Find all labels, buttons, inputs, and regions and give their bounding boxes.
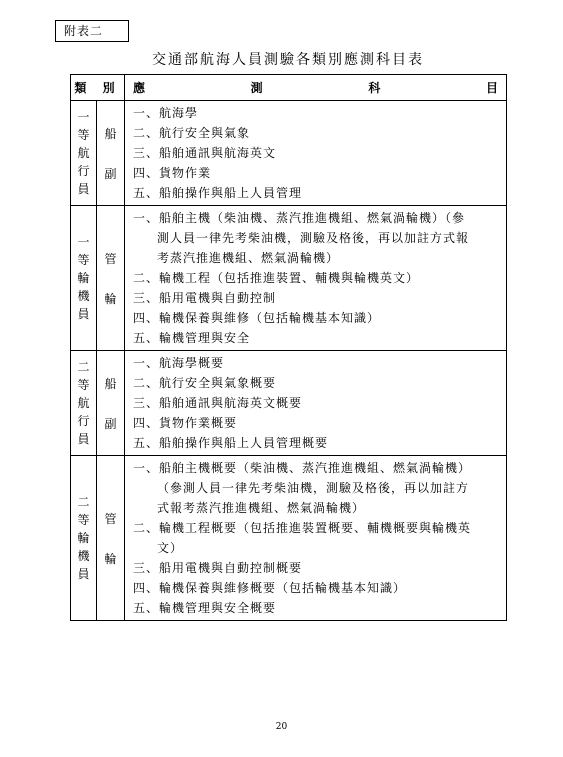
category-char: 等 — [77, 378, 90, 392]
category-char: 行 — [77, 164, 90, 178]
department-char: 船 — [104, 376, 117, 391]
subject-line-continued: 文） — [157, 541, 184, 555]
header-subjects-char: 應 — [133, 81, 146, 95]
category-char: 機 — [77, 289, 90, 303]
subject-item: 五、船舶操作與船上人員管理概要 — [133, 436, 329, 450]
subject-item — [133, 518, 500, 558]
category-char: 等 — [77, 513, 90, 527]
subject-line: 一、船舶主機（柴油機、蒸汽推進機組、燃氣渦輪機）（參 — [133, 211, 466, 225]
subject-item — [133, 458, 500, 518]
category-char: 輪 — [77, 531, 90, 545]
page-title: 交通部航海人員測驗各類別應測科目表 — [152, 52, 424, 68]
category-char: 行 — [77, 414, 90, 428]
subject-item: 五、輪機管理與安全概要 — [133, 601, 277, 615]
subject-item: 三、船舶通訊與航海英文 — [133, 146, 277, 160]
category-char: 二 — [77, 495, 90, 509]
table-row — [71, 351, 507, 456]
category-cell — [71, 456, 97, 621]
subject-item: 三、船用電機與自動控制 — [133, 291, 277, 305]
header-category-char: 類 — [74, 81, 93, 95]
category-char: 等 — [77, 253, 90, 267]
department-cell — [97, 456, 125, 621]
header-subjects — [125, 75, 507, 101]
header-subjects-char: 目 — [485, 81, 498, 95]
subject-item: 一、航海學概要 — [133, 356, 225, 370]
subject-item: 五、輪機管理與安全 — [133, 331, 251, 345]
header-subjects-char: 測 — [250, 81, 263, 95]
category-char: 輪 — [77, 271, 90, 285]
category-char: 等 — [77, 128, 90, 142]
subjects-cell — [125, 206, 507, 351]
table-row — [71, 101, 507, 206]
department-cell — [97, 206, 125, 351]
subject-item: 四、輪機保養與維修（包括輪機基本知識） — [133, 311, 381, 325]
subject-item: 二、航行安全與氣象概要 — [133, 376, 277, 390]
subject-item: 一、航海學 — [133, 106, 199, 120]
category-char: 一 — [77, 235, 90, 249]
department-char: 船 — [104, 126, 117, 141]
category-char: 航 — [77, 146, 90, 160]
table-body — [71, 101, 507, 621]
department-cell — [97, 101, 125, 206]
subject-item: 五、船舶操作與船上人員管理 — [133, 186, 303, 200]
department-char: 副 — [104, 166, 117, 181]
category-char: 員 — [77, 432, 90, 446]
department-char: 管 — [104, 511, 117, 526]
subject-item — [133, 208, 500, 268]
category-char: 員 — [77, 567, 90, 581]
category-cell — [71, 206, 97, 351]
subject-line-continued: 考蒸汽推進機組、燃氣渦輪機） — [157, 251, 340, 265]
category-cell — [71, 351, 97, 456]
category-char: 航 — [77, 396, 90, 410]
subject-line: 一、船舶主機概要（柴油機、蒸汽推進機組、燃氣渦輪機） — [133, 461, 472, 475]
category-char: 一 — [77, 110, 90, 124]
table-header-row — [71, 75, 507, 101]
page-number: 20 — [275, 722, 288, 732]
subjects-cell — [125, 101, 507, 206]
subject-line-continued: 測人員一律先考柴油機，測驗及格後，再以加註方式報 — [157, 231, 470, 245]
subjects-cell — [125, 456, 507, 621]
subject-line-continued: 式報考蒸汽推進機組、燃氣渦輪機） — [157, 501, 366, 515]
table-row — [71, 206, 507, 351]
category-char: 機 — [77, 549, 90, 563]
subject-item: 四、輪機保養與維修概要（包括輪機基本知識） — [133, 581, 407, 595]
department-char: 管 — [104, 251, 117, 266]
header-category — [71, 75, 125, 101]
table-row — [71, 456, 507, 621]
subjects-table — [70, 74, 507, 621]
category-char: 員 — [77, 182, 90, 196]
subject-line-continued: （參測人員一律先考柴油機，測驗及格後，再以加註方 — [157, 481, 470, 495]
header-subjects-char: 科 — [368, 81, 381, 95]
subjects-cell — [125, 351, 507, 456]
category-char: 員 — [77, 307, 90, 321]
appendix-tag: 附表二 — [55, 20, 129, 42]
category-cell — [71, 101, 97, 206]
subject-item: 四、貨物作業 — [133, 166, 212, 180]
header-category-char: 別 — [102, 81, 121, 95]
subject-item: 二、航行安全與氣象 — [133, 126, 251, 140]
category-char: 二 — [77, 360, 90, 374]
subject-line: 二、輪機工程概要（包括推進裝置概要、輔機概要與輪機英 — [133, 521, 472, 535]
department-char: 副 — [104, 416, 117, 431]
subject-item: 三、船用電機與自動控制概要 — [133, 561, 303, 575]
department-cell — [97, 351, 125, 456]
subject-item: 四、貨物作業概要 — [133, 416, 238, 430]
subject-item: 二、輪機工程（包括推進裝置、輔機與輪機英文） — [133, 271, 420, 285]
department-char: 輪 — [104, 551, 117, 566]
subject-item: 三、船舶通訊與航海英文概要 — [133, 396, 303, 410]
department-char: 輪 — [104, 291, 117, 306]
